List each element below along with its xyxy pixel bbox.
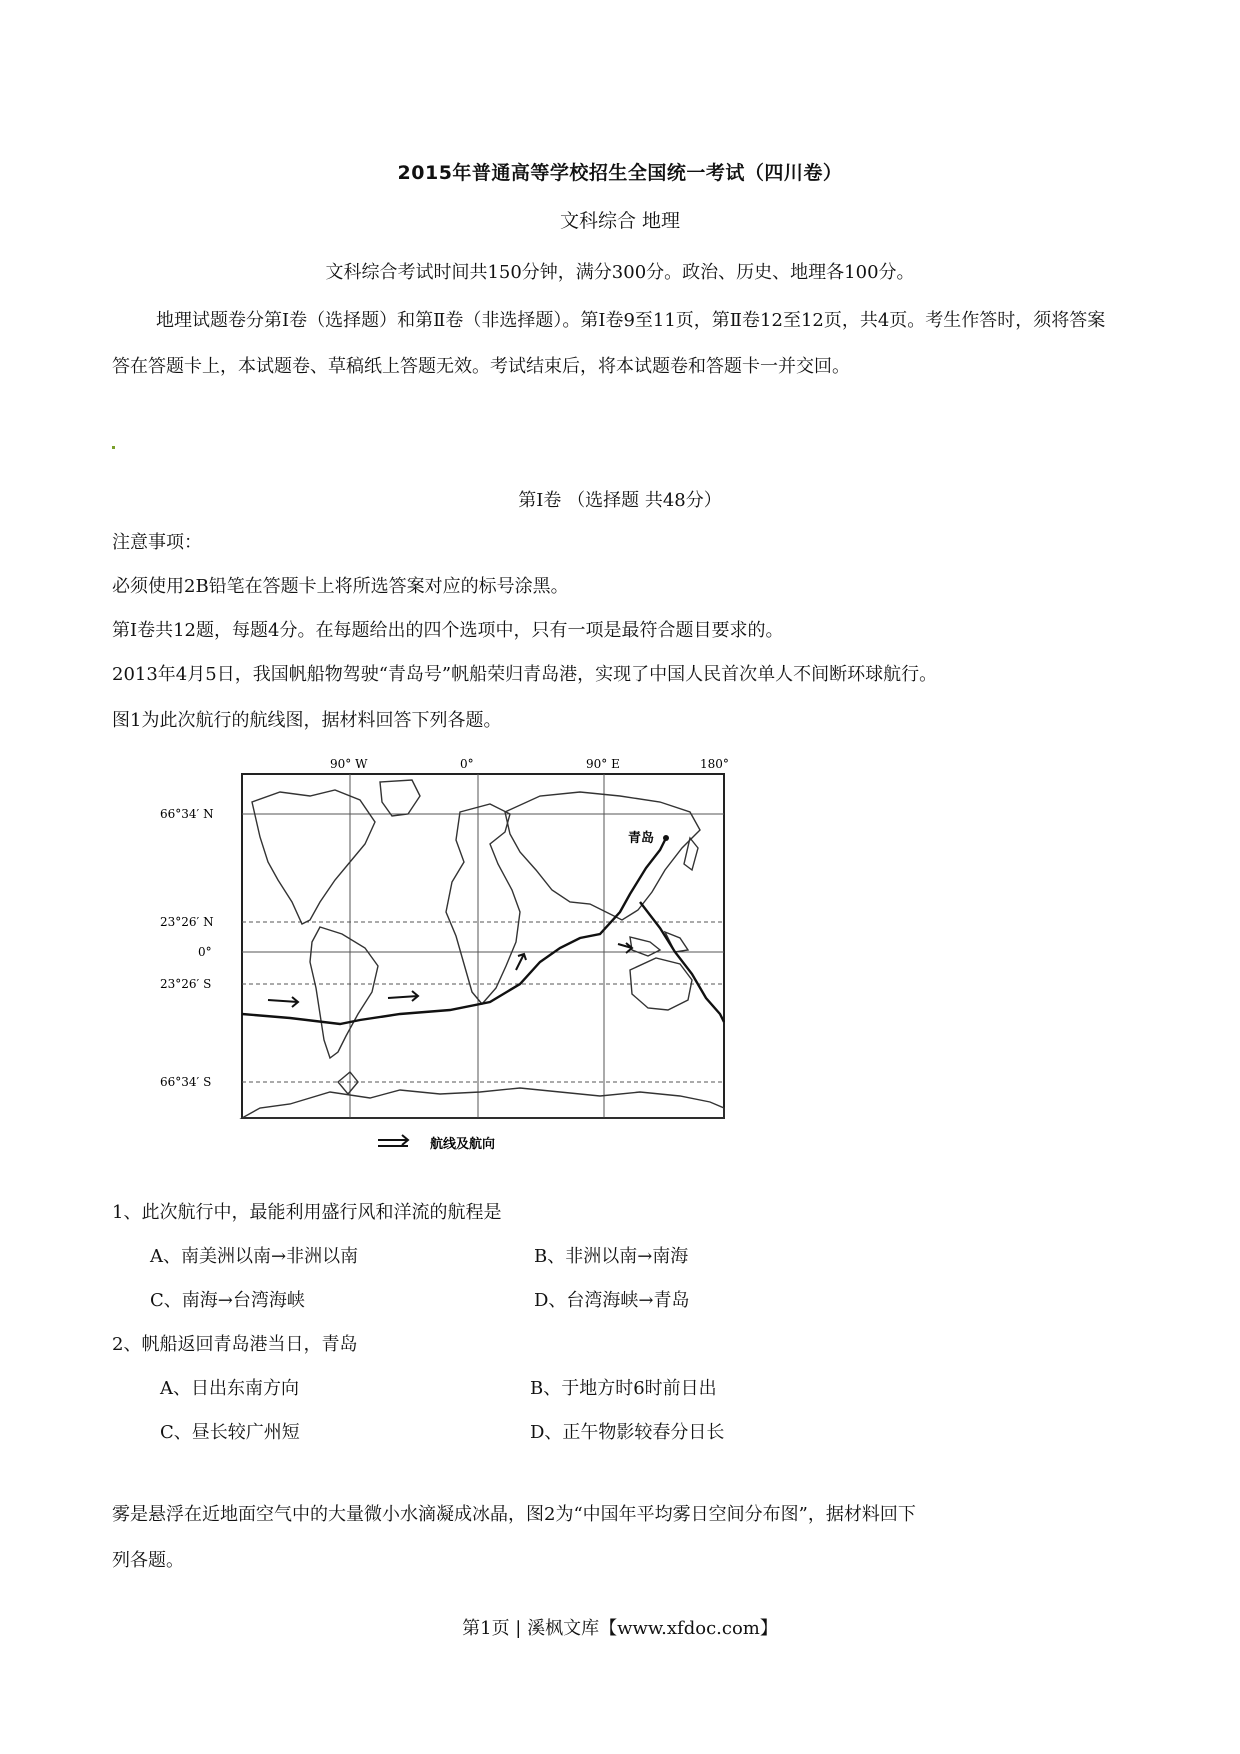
exam-subtitle: 文科综合 地理 bbox=[559, 210, 681, 232]
material-1-line-1: 2013年4月5日，我国帆船物驾驶“青岛号”帆船荣归青岛港，实现了中国人民首次单人不间断环球航行。 bbox=[112, 664, 938, 685]
notice-2: 第Ⅰ卷共12题，每题4分。在每题给出的四个选项中，只有一项是最符合题目要求的。 bbox=[112, 620, 784, 641]
question-1-option-c[interactable]: C、南海→台湾海峡 bbox=[150, 1290, 305, 1311]
legend-label: 航线及航向 bbox=[430, 1137, 496, 1152]
lon-label-0: 0° bbox=[460, 757, 474, 771]
section-heading: 第Ⅰ卷 （选择题 共48分） bbox=[518, 490, 722, 511]
lat-label-66n: 66°34′ N bbox=[160, 807, 214, 821]
intro-paragraph: 地理试题卷分第Ⅰ卷（选择题）和第Ⅱ卷（非选择题）。第Ⅰ卷9至11页，第Ⅱ卷12至12页，共4页。考生作答时，须将答案答在答题卡上，本试题卷、草稿纸上答题无效。考试结束后，将本试题卷和答题卡一并交回。 bbox=[112, 310, 1106, 377]
question-2-option-b[interactable]: B、于地方时6时前日出 bbox=[530, 1378, 717, 1399]
question-2-stem: 2、帆船返回青岛港当日，青岛 bbox=[112, 1334, 358, 1355]
intro-line: 文科综合考试时间共150分钟，满分300分。政治、历史、地理各100分。 bbox=[325, 262, 915, 283]
question-2-option-d[interactable]: D、正午物影较春分日长 bbox=[530, 1422, 725, 1443]
lon-label-90w: 90° W bbox=[330, 757, 368, 771]
lat-label-23s: 23°26′ S bbox=[160, 977, 212, 991]
lon-label-90e: 90° E bbox=[586, 757, 620, 771]
qingdao-label: 青岛 bbox=[628, 831, 655, 846]
notice-title: 注意事项： bbox=[112, 532, 202, 553]
lat-label-66s: 66°34′ S bbox=[160, 1075, 212, 1089]
question-1-option-d[interactable]: D、台湾海峡→青岛 bbox=[534, 1290, 690, 1311]
question-1-stem: 1、此次航行中，最能利用盛行风和洋流的航程是 bbox=[112, 1202, 502, 1223]
sailing-route bbox=[242, 838, 724, 1024]
qingdao-marker bbox=[663, 835, 669, 841]
material-2-line-2: 列各题。 bbox=[112, 1550, 184, 1571]
material-2-line-1: 雾是悬浮在近地面空气中的大量微小水滴凝成冰晶，图2为“中国年平均雾日空间分布图”，据材料回下 bbox=[112, 1504, 916, 1525]
lon-label-180: 180° bbox=[700, 757, 729, 771]
exam-title: 2015年普通高等学校招生全国统一考试（四川卷） bbox=[397, 162, 843, 184]
map-legend bbox=[378, 1135, 495, 1152]
stray-mark bbox=[112, 446, 115, 449]
lat-label-23n: 23°26′ N bbox=[160, 915, 214, 929]
map-frame bbox=[242, 774, 724, 1118]
notice-1: 必须使用2B铅笔在答题卡上将所选答案对应的标号涂黑。 bbox=[112, 576, 569, 597]
question-1-option-a[interactable]: A、南美洲以南→非洲以南 bbox=[150, 1246, 359, 1267]
question-2-option-a[interactable]: A、日出东南方向 bbox=[160, 1378, 299, 1399]
lat-label-0: 0° bbox=[198, 945, 212, 959]
legend-arrow-icon bbox=[378, 1135, 408, 1145]
question-2-option-c[interactable]: C、昼长较广州短 bbox=[160, 1422, 300, 1443]
page-footer: 第1页 | 溪枫文库【www.xfdoc.com】 bbox=[462, 1618, 778, 1639]
question-1-option-b[interactable]: B、非洲以南→南海 bbox=[534, 1246, 689, 1267]
route-map-figure bbox=[160, 752, 740, 1152]
route-arrows bbox=[268, 943, 632, 1007]
map-grid bbox=[242, 774, 724, 1118]
material-1-line-2: 图1为此次航行的航线图，据材料回答下列各题。 bbox=[112, 710, 502, 731]
